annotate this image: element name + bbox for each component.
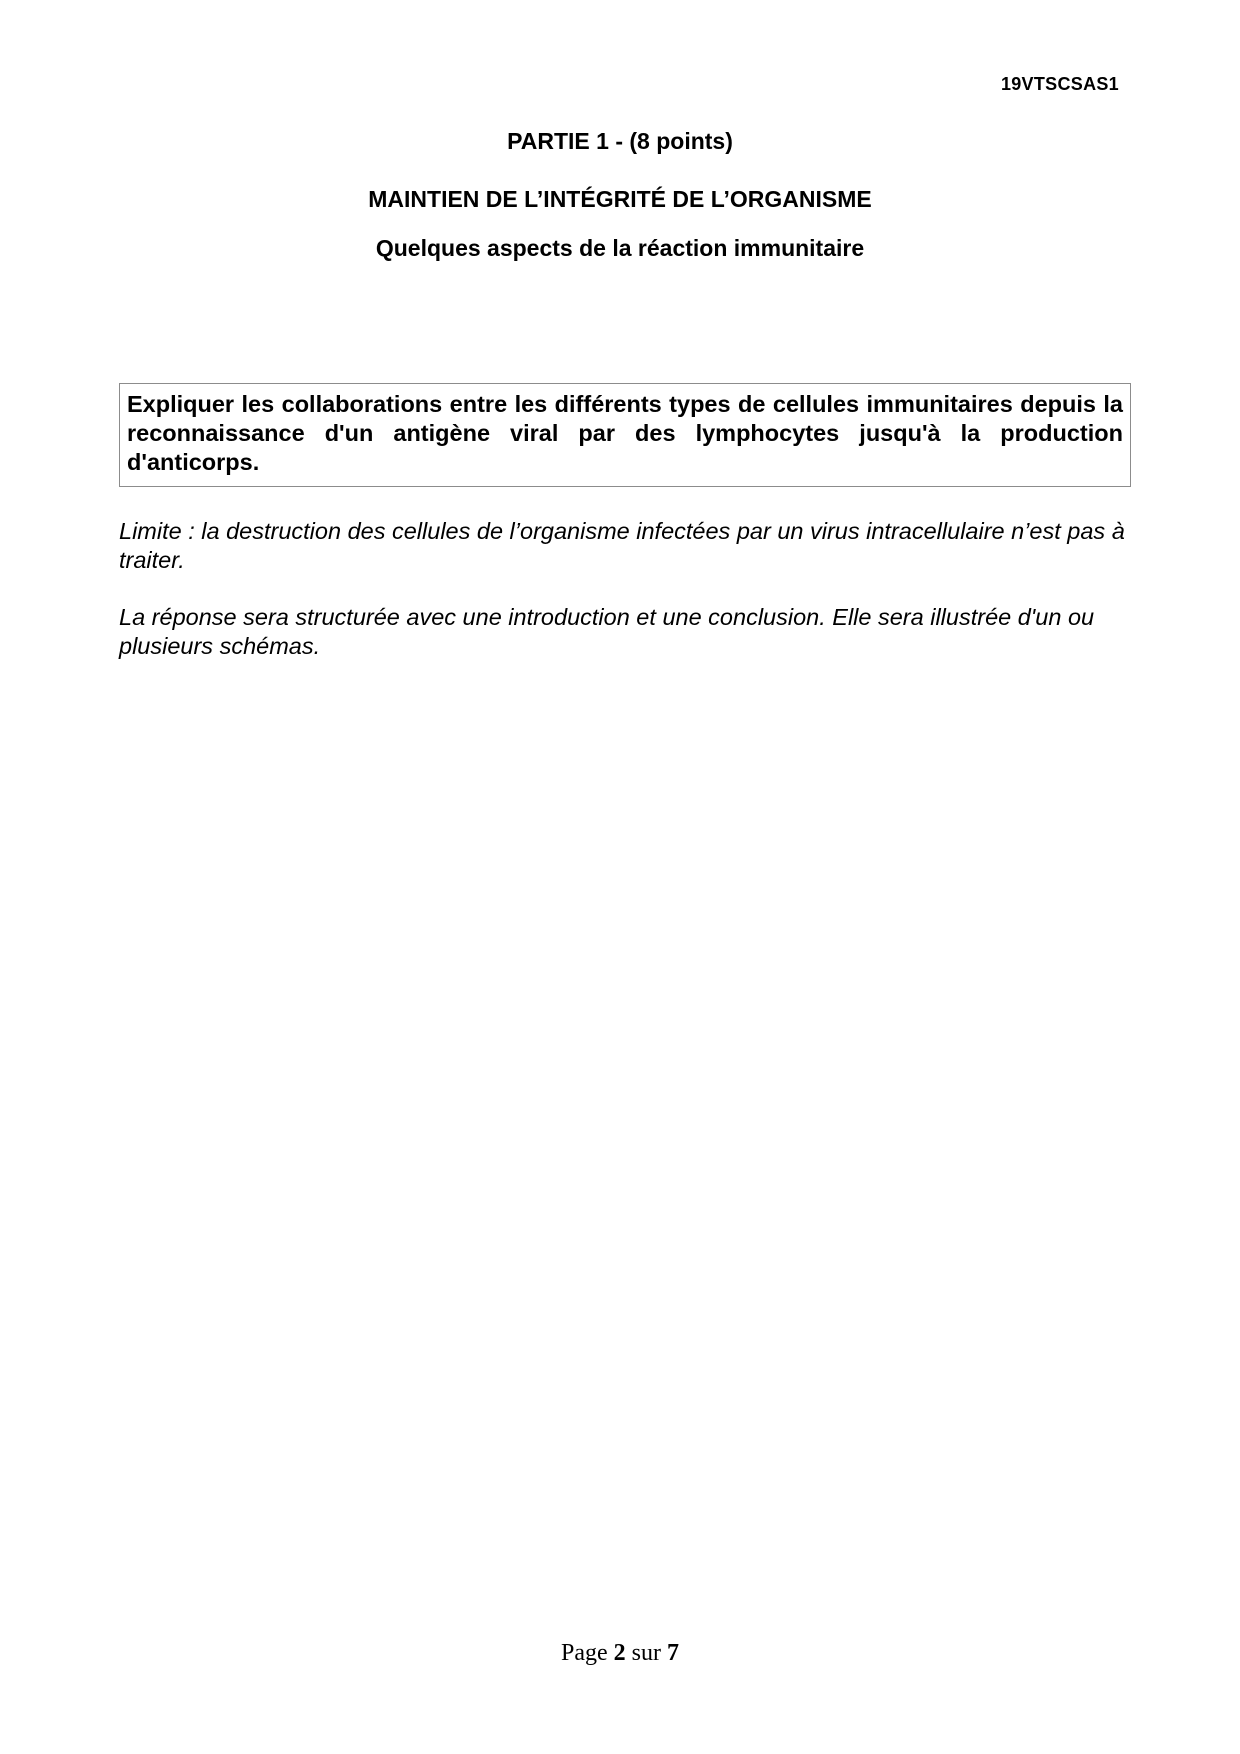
page-footer (0, 1640, 1240, 1667)
subtitle-heading: Quelques aspects de la réaction immunitaire (375, 235, 865, 261)
answer-instructions: La réponse sera structurée avec une introduction et une conclusion. Elle sera illustrée d'un ou plusieurs schémas. (119, 604, 1095, 659)
question-text: Expliquer les collaborations entre les différents types de cellules immunitaires depuis la reconnaissance d'un antigène viral par des lymphocytes jusqu'à la production d'anticorps. (127, 391, 1123, 475)
question-box (119, 383, 1131, 487)
page-word: Page (561, 1640, 608, 1666)
of-word: sur (631, 1640, 661, 1666)
limit-note: Limite : la destruction des cellules de l’organisme infectées par un virus intracellulaire n’est pas à traiter. (119, 518, 1125, 573)
total-pages-number: 7 (667, 1640, 679, 1666)
document-code: 19VTSCSAS1 (1000, 74, 1119, 94)
current-page-number: 2 (613, 1640, 626, 1666)
theme-heading: MAINTIEN DE L’INTÉGRITÉ DE L’ORGANISME (368, 186, 872, 212)
part-heading: PARTIE 1 - (8 points) (507, 128, 733, 154)
